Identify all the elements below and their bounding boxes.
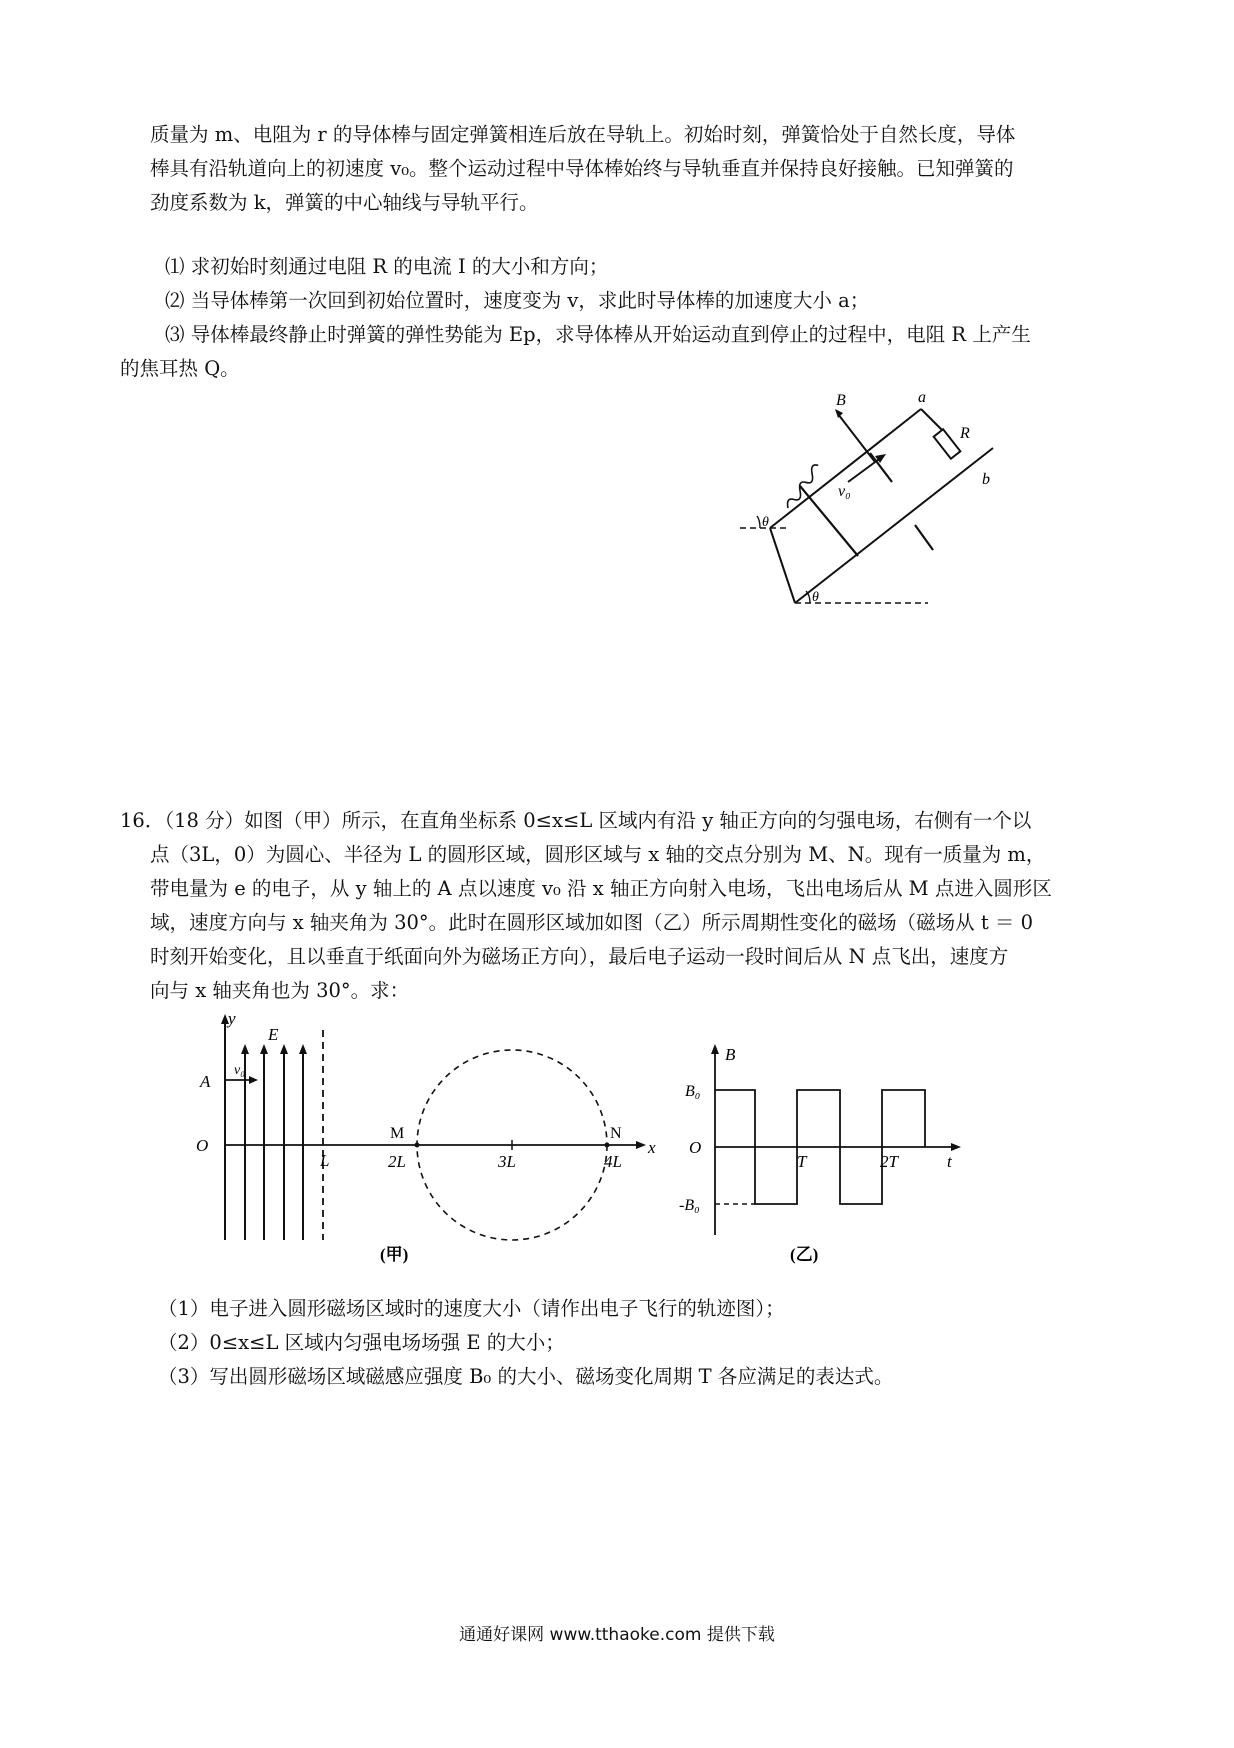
- p16-line-6: 向与 x 轴夹角也为 30°。求：: [150, 979, 410, 1002]
- p15-line-2: 棒具有沿轨道向上的初速度 v₀。整个运动过程中导体棒始终与导轨垂直并保持良好接触。已知弹簧的: [150, 157, 1014, 180]
- p16-line-1: 16．（18 分）如图（甲）所示，在直角坐标系 0≤x≤L 区域内有沿 y 轴正方向的匀强电场，右侧有一个以: [120, 809, 1032, 832]
- jia-caption: (甲): [380, 1245, 409, 1264]
- jia-label-3L: 3L: [498, 1152, 516, 1171]
- jia-label-A: A: [200, 1072, 211, 1091]
- yi-label-t: t: [947, 1152, 952, 1171]
- p16-question-1: （1）电子进入圆形磁场区域时的速度大小（请作出电子飞行的轨迹图）；: [158, 1297, 785, 1320]
- p15-line-3: 劲度系数为 k，弹簧的中心轴线与导轨平行。: [150, 191, 539, 214]
- jia-label-N: N: [610, 1125, 622, 1142]
- figure-jia: [190, 1009, 670, 1264]
- label-theta-bottom: θ: [812, 590, 819, 605]
- jia-label-2L: 2L: [388, 1152, 406, 1171]
- yi-label-B0: B₀: [685, 1083, 701, 1100]
- footer-source: 通通好课网 www.tthaoke.com 提供下载: [459, 1625, 775, 1645]
- label-B: B: [836, 392, 846, 409]
- jia-label-M: M: [390, 1125, 405, 1142]
- figure-yi: [675, 1040, 975, 1270]
- p15-question-1: ⑴ 求初始时刻通过电阻 R 的电流 I 的大小和方向；: [165, 255, 609, 278]
- p16-question-2: （2）0≤x≤L 区域内匀强电场场强 E 的大小；: [158, 1331, 565, 1354]
- jia-label-L: L: [320, 1151, 330, 1170]
- jia-label-x: x: [648, 1138, 656, 1157]
- p15-question-3: ⑶ 导体棒最终静止时弹簧的弹性势能为 Ep，求导体棒从开始运动直到停止的过程中，电阻 R 上产生: [165, 323, 1031, 346]
- label-a: a: [918, 389, 926, 406]
- p16-question-3: （3）写出圆形磁场区域磁感应强度 B₀ 的大小、磁场变化周期 T 各应满足的表达式。: [158, 1365, 894, 1388]
- jia-label-4L: 4L: [604, 1152, 622, 1171]
- yi-caption: (乙): [790, 1245, 819, 1264]
- label-theta-top: θ: [762, 515, 769, 530]
- p16-line-3: 带电量为 e 的电子，从 y 轴上的 A 点以速度 v₀ 沿 x 轴正方向射入电场，飞出电场后从 M 点进入圆形区: [150, 877, 1052, 900]
- p16-line-4: 域，速度方向与 x 轴夹角为 30°。此时在圆形区域加如图（乙）所示周期性变化的磁场（磁场从 t ＝ 0: [150, 911, 1033, 934]
- rails-figure: [730, 389, 990, 620]
- yi-label-negB0: -B₀: [679, 1197, 700, 1214]
- p15-line-1: 质量为 m、电阻为 r 的导体棒与固定弹簧相连后放在导轨上。初始时刻，弹簧恰处于自然长度，导体: [150, 123, 1016, 146]
- yi-label-B: B: [725, 1045, 736, 1064]
- jia-label-E: E: [268, 1025, 279, 1044]
- label-v0: v₀: [838, 483, 851, 500]
- p15-question-3-cont: 的焦耳热 Q。: [120, 357, 240, 380]
- p15-question-2: ⑵ 当导体棒第一次回到初始位置时，速度变为 v，求此时导体棒的加速度大小 a；: [165, 289, 870, 312]
- p16-line-2: 点（3L，0）为圆心、半径为 L 的圆形区域，圆形区域与 x 轴的交点分别为 M、N。现有一质量为 m，: [150, 843, 1046, 866]
- label-R: R: [960, 425, 970, 442]
- p16-line-5: 时刻开始变化，且以垂直于纸面向外为磁场正方向），最后电子运动一段时间后从 N 点飞出，速度方: [150, 945, 1009, 968]
- jia-label-v0: v₀: [234, 1063, 246, 1078]
- yi-label-2T: 2T: [880, 1152, 898, 1171]
- label-b: b: [982, 471, 990, 488]
- jia-label-O: O: [196, 1136, 209, 1155]
- jia-label-y: y: [228, 1009, 236, 1028]
- yi-label-T: T: [797, 1152, 807, 1171]
- yi-label-O: O: [689, 1138, 702, 1157]
